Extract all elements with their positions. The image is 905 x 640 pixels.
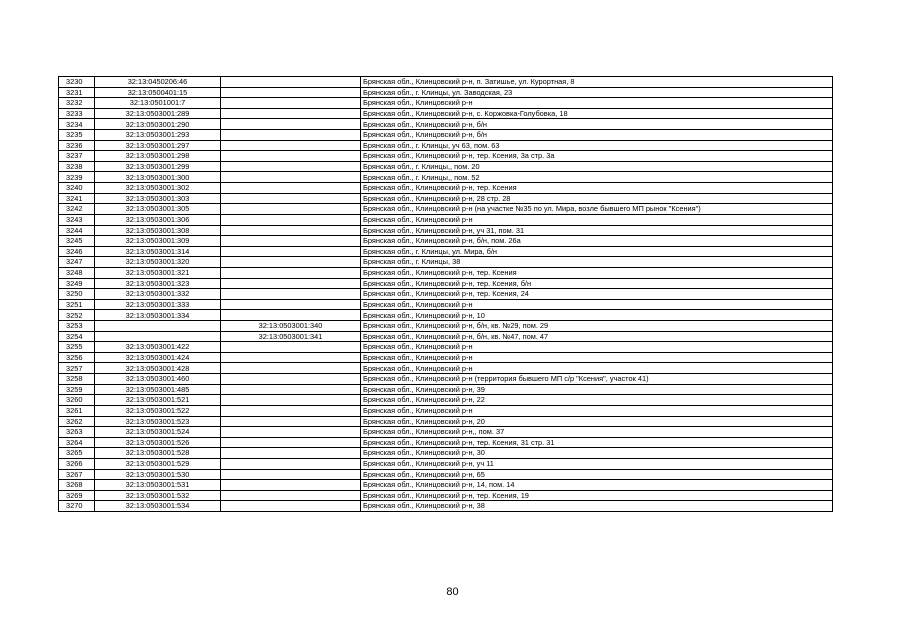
table-row bbox=[59, 108, 833, 119]
address-cell: Брянская обл., Клинцовский р-н bbox=[361, 299, 833, 310]
row-number-cell: 3241 bbox=[59, 193, 95, 204]
cadastral-number-cell: 32:13:0503001:298 bbox=[95, 151, 221, 162]
row-number-cell: 3267 bbox=[59, 469, 95, 480]
secondary-cadastral-number-cell bbox=[221, 161, 361, 172]
table-row bbox=[59, 321, 833, 332]
cadastral-number-cell: 32:13:0503001:299 bbox=[95, 161, 221, 172]
address-cell: Брянская обл., г. Клинцы, уч 63, пом. 63 bbox=[361, 140, 833, 151]
secondary-cadastral-number-cell bbox=[221, 98, 361, 109]
cadastral-number-cell: 32:13:0503001:531 bbox=[95, 480, 221, 491]
row-number-cell: 3233 bbox=[59, 108, 95, 119]
table-row bbox=[59, 172, 833, 183]
row-number-cell: 3243 bbox=[59, 214, 95, 225]
row-number-cell: 3257 bbox=[59, 363, 95, 374]
cadastral-number-cell: 32:13:0501001:7 bbox=[95, 98, 221, 109]
table-row bbox=[59, 469, 833, 480]
address-cell: Брянская обл., Клинцовский р-н, 22 bbox=[361, 395, 833, 406]
table-row bbox=[59, 480, 833, 491]
address-cell: Брянская обл., Клинцовский р-н, б/н bbox=[361, 130, 833, 141]
table-row bbox=[59, 183, 833, 194]
secondary-cadastral-number-cell bbox=[221, 119, 361, 130]
address-cell: Брянская обл., Клинцовский р-н, уч 31, пом. 31 bbox=[361, 225, 833, 236]
address-cell: Брянская обл., Клинцовский р-н bbox=[361, 342, 833, 353]
page-number: 80 bbox=[446, 586, 459, 598]
row-number-cell: 3238 bbox=[59, 161, 95, 172]
secondary-cadastral-number-cell bbox=[221, 278, 361, 289]
table-row bbox=[59, 384, 833, 395]
row-number-cell: 3253 bbox=[59, 321, 95, 332]
address-cell: Брянская обл., Клинцовский р-н, тер. Ксения, 31 стр. 31 bbox=[361, 437, 833, 448]
secondary-cadastral-number-cell bbox=[221, 395, 361, 406]
secondary-cadastral-number-cell bbox=[221, 214, 361, 225]
secondary-cadastral-number-cell bbox=[221, 236, 361, 247]
secondary-cadastral-number-cell: 32:13:0503001:341 bbox=[221, 331, 361, 342]
row-number-cell: 3264 bbox=[59, 437, 95, 448]
address-cell: Брянская обл., Клинцовский р-н, тер. Ксения bbox=[361, 183, 833, 194]
row-number-cell: 3235 bbox=[59, 130, 95, 141]
row-number-cell: 3247 bbox=[59, 257, 95, 268]
row-number-cell: 3252 bbox=[59, 310, 95, 321]
table-row bbox=[59, 299, 833, 310]
row-number-cell: 3234 bbox=[59, 119, 95, 130]
cadastral-number-cell: 32:13:0503001:302 bbox=[95, 183, 221, 194]
cadastral-number-cell: 32:13:0503001:532 bbox=[95, 490, 221, 501]
row-number-cell: 3255 bbox=[59, 342, 95, 353]
cadastral-number-cell: 32:13:0503001:521 bbox=[95, 395, 221, 406]
secondary-cadastral-number-cell bbox=[221, 225, 361, 236]
row-number-cell: 3251 bbox=[59, 299, 95, 310]
address-cell: Брянская обл., Клинцовский р-н bbox=[361, 214, 833, 225]
table-row bbox=[59, 204, 833, 215]
row-number-cell: 3269 bbox=[59, 490, 95, 501]
cadastral-number-cell: 32:13:0503001:290 bbox=[95, 119, 221, 130]
address-cell: Брянская обл., Клинцовский р-н bbox=[361, 363, 833, 374]
cadastral-number-cell: 32:13:0503001:321 bbox=[95, 267, 221, 278]
table-row bbox=[59, 193, 833, 204]
cadastral-number-cell: 32:13:0503001:523 bbox=[95, 416, 221, 427]
secondary-cadastral-number-cell bbox=[221, 267, 361, 278]
row-number-cell: 3231 bbox=[59, 87, 95, 98]
table-body bbox=[59, 77, 833, 512]
secondary-cadastral-number-cell bbox=[221, 193, 361, 204]
address-cell: Брянская обл., Клинцовский р-н, 28 стр. 28 bbox=[361, 193, 833, 204]
table-row bbox=[59, 437, 833, 448]
table-row bbox=[59, 448, 833, 459]
cadastral-number-cell: 32:13:0503001:303 bbox=[95, 193, 221, 204]
address-cell: Брянская обл., Клинцовский р-н, тер. Ксения bbox=[361, 267, 833, 278]
secondary-cadastral-number-cell bbox=[221, 416, 361, 427]
cadastral-number-cell bbox=[95, 331, 221, 342]
cadastral-number-cell: 32:13:0503001:529 bbox=[95, 458, 221, 469]
cadastral-number-cell: 32:13:0503001:308 bbox=[95, 225, 221, 236]
row-number-cell: 3237 bbox=[59, 151, 95, 162]
cadastral-number-cell: 32:13:0503001:309 bbox=[95, 236, 221, 247]
cadastral-number-cell: 32:13:0503001:300 bbox=[95, 172, 221, 183]
secondary-cadastral-number-cell bbox=[221, 448, 361, 459]
address-cell: Брянская обл., г. Клинцы,, пом. 20 bbox=[361, 161, 833, 172]
cadastral-number-cell: 32:13:0503001:320 bbox=[95, 257, 221, 268]
cadastral-number-cell: 32:13:0450206:46 bbox=[95, 77, 221, 88]
address-cell: Брянская обл., Клинцовский р-н, 10 bbox=[361, 310, 833, 321]
cadastral-number-cell: 32:13:0503001:460 bbox=[95, 374, 221, 385]
cadastral-number-cell: 32:13:0503001:534 bbox=[95, 501, 221, 512]
address-cell: Брянская обл., Клинцовский р-н, б/н, кв. №47, пом. 47 bbox=[361, 331, 833, 342]
row-number-cell: 3256 bbox=[59, 352, 95, 363]
cadastral-number-cell: 32:13:0503001:522 bbox=[95, 405, 221, 416]
secondary-cadastral-number-cell bbox=[221, 289, 361, 300]
table-row bbox=[59, 458, 833, 469]
cadastral-number-cell: 32:13:0503001:305 bbox=[95, 204, 221, 215]
address-cell: Брянская обл., г. Клинцы, 38 bbox=[361, 257, 833, 268]
row-number-cell: 3259 bbox=[59, 384, 95, 395]
table-row bbox=[59, 140, 833, 151]
cadastral-number-cell: 32:13:0503001:297 bbox=[95, 140, 221, 151]
address-cell: Брянская обл., Клинцовский р-н, б/н, пом. 26а bbox=[361, 236, 833, 247]
cadastral-number-cell: 32:13:0503001:530 bbox=[95, 469, 221, 480]
secondary-cadastral-number-cell bbox=[221, 384, 361, 395]
address-cell: Брянская обл., Клинцовский р-н, с. Коржовка-Голубовка, 18 bbox=[361, 108, 833, 119]
table-row bbox=[59, 416, 833, 427]
row-number-cell: 3232 bbox=[59, 98, 95, 109]
cadastral-number-cell: 32:13:0503001:528 bbox=[95, 448, 221, 459]
table-row bbox=[59, 267, 833, 278]
row-number-cell: 3268 bbox=[59, 480, 95, 491]
cadastral-number-cell: 32:13:0500401:15 bbox=[95, 87, 221, 98]
secondary-cadastral-number-cell bbox=[221, 151, 361, 162]
table-row bbox=[59, 246, 833, 257]
table-row bbox=[59, 331, 833, 342]
secondary-cadastral-number-cell bbox=[221, 183, 361, 194]
secondary-cadastral-number-cell bbox=[221, 172, 361, 183]
cadastral-number-cell: 32:13:0503001:333 bbox=[95, 299, 221, 310]
secondary-cadastral-number-cell bbox=[221, 405, 361, 416]
address-cell: Брянская обл., Клинцовский р-н, 38 bbox=[361, 501, 833, 512]
address-cell: Брянская обл., Клинцовский р-н (на участке №35 по ул. Мира, возле бывшего МП рынок "Ксения") bbox=[361, 204, 833, 215]
cadastral-number-cell: 32:13:0503001:293 bbox=[95, 130, 221, 141]
secondary-cadastral-number-cell bbox=[221, 342, 361, 353]
address-cell: Брянская обл., Клинцовский р-н bbox=[361, 405, 833, 416]
table-row bbox=[59, 427, 833, 438]
secondary-cadastral-number-cell bbox=[221, 374, 361, 385]
row-number-cell: 3240 bbox=[59, 183, 95, 194]
address-cell: Брянская обл., г. Клинцы,, пом. 52 bbox=[361, 172, 833, 183]
table-row bbox=[59, 310, 833, 321]
cadastral-number-cell: 32:13:0503001:314 bbox=[95, 246, 221, 257]
row-number-cell: 3236 bbox=[59, 140, 95, 151]
row-number-cell: 3265 bbox=[59, 448, 95, 459]
cadastral-number-cell bbox=[95, 321, 221, 332]
cadastral-number-cell: 32:13:0503001:289 bbox=[95, 108, 221, 119]
row-number-cell: 3258 bbox=[59, 374, 95, 385]
address-cell: Брянская обл., Клинцовский р-н, п. Затишье, ул. Курортная, 8 bbox=[361, 77, 833, 88]
table-row bbox=[59, 87, 833, 98]
secondary-cadastral-number-cell bbox=[221, 310, 361, 321]
secondary-cadastral-number-cell bbox=[221, 140, 361, 151]
table-row bbox=[59, 98, 833, 109]
cadastral-number-cell: 32:13:0503001:422 bbox=[95, 342, 221, 353]
row-number-cell: 3244 bbox=[59, 225, 95, 236]
cadastral-number-cell: 32:13:0503001:323 bbox=[95, 278, 221, 289]
address-cell: Брянская обл., Клинцовский р-н, 30 bbox=[361, 448, 833, 459]
table-row bbox=[59, 395, 833, 406]
secondary-cadastral-number-cell bbox=[221, 490, 361, 501]
registry-table bbox=[58, 76, 833, 512]
address-cell: Брянская обл., Клинцовский р-н, 14, пом. 14 bbox=[361, 480, 833, 491]
address-cell: Брянская обл., Клинцовский р-н, тер. Ксения, 19 bbox=[361, 490, 833, 501]
secondary-cadastral-number-cell bbox=[221, 363, 361, 374]
cadastral-number-cell: 32:13:0503001:526 bbox=[95, 437, 221, 448]
secondary-cadastral-number-cell bbox=[221, 246, 361, 257]
row-number-cell: 3266 bbox=[59, 458, 95, 469]
address-cell: Брянская обл., Клинцовский р-н, 65 bbox=[361, 469, 833, 480]
row-number-cell: 3248 bbox=[59, 267, 95, 278]
row-number-cell: 3260 bbox=[59, 395, 95, 406]
secondary-cadastral-number-cell bbox=[221, 352, 361, 363]
address-cell: Брянская обл., Клинцовский р-н bbox=[361, 98, 833, 109]
cadastral-number-cell: 32:13:0503001:485 bbox=[95, 384, 221, 395]
row-number-cell: 3250 bbox=[59, 289, 95, 300]
table-row bbox=[59, 119, 833, 130]
cadastral-number-cell: 32:13:0503001:424 bbox=[95, 352, 221, 363]
address-cell: Брянская обл., г. Клинцы, ул. Заводская, 23 bbox=[361, 87, 833, 98]
table-row bbox=[59, 161, 833, 172]
secondary-cadastral-number-cell bbox=[221, 299, 361, 310]
table-row bbox=[59, 225, 833, 236]
table-row bbox=[59, 257, 833, 268]
table-row bbox=[59, 490, 833, 501]
row-number-cell: 3246 bbox=[59, 246, 95, 257]
table-row bbox=[59, 405, 833, 416]
cadastral-number-cell: 32:13:0503001:334 bbox=[95, 310, 221, 321]
secondary-cadastral-number-cell bbox=[221, 257, 361, 268]
address-cell: Брянская обл., Клинцовский р-н, 20 bbox=[361, 416, 833, 427]
table-row bbox=[59, 342, 833, 353]
address-cell: Брянская обл., Клинцовский р-н, тер. Ксения, 3а стр. 3а bbox=[361, 151, 833, 162]
table-row bbox=[59, 278, 833, 289]
table-row bbox=[59, 374, 833, 385]
secondary-cadastral-number-cell bbox=[221, 130, 361, 141]
row-number-cell: 3239 bbox=[59, 172, 95, 183]
address-cell: Брянская обл., Клинцовский р-н, тер. Ксения, 24 bbox=[361, 289, 833, 300]
address-cell: Брянская обл., Клинцовский р-н, б/н bbox=[361, 119, 833, 130]
address-cell: Брянская обл., Клинцовский р-н, тер. Ксения, б/н bbox=[361, 278, 833, 289]
secondary-cadastral-number-cell bbox=[221, 77, 361, 88]
secondary-cadastral-number-cell bbox=[221, 427, 361, 438]
address-cell: Брянская обл., Клинцовский р-н, 39 bbox=[361, 384, 833, 395]
row-number-cell: 3262 bbox=[59, 416, 95, 427]
row-number-cell: 3263 bbox=[59, 427, 95, 438]
row-number-cell: 3254 bbox=[59, 331, 95, 342]
row-number-cell: 3242 bbox=[59, 204, 95, 215]
row-number-cell: 3261 bbox=[59, 405, 95, 416]
table-row bbox=[59, 352, 833, 363]
secondary-cadastral-number-cell bbox=[221, 501, 361, 512]
address-cell: Брянская обл., г. Клинцы, ул. Мира, б/н bbox=[361, 246, 833, 257]
secondary-cadastral-number-cell bbox=[221, 458, 361, 469]
row-number-cell: 3230 bbox=[59, 77, 95, 88]
table-row bbox=[59, 130, 833, 141]
row-number-cell: 3245 bbox=[59, 236, 95, 247]
cadastral-number-cell: 32:13:0503001:306 bbox=[95, 214, 221, 225]
address-cell: Брянская обл., Клинцовский р-н bbox=[361, 352, 833, 363]
secondary-cadastral-number-cell: 32:13:0503001:340 bbox=[221, 321, 361, 332]
address-cell: Брянская обл., Клинцовский р-н, б/н, кв. №29, пом. 29 bbox=[361, 321, 833, 332]
cadastral-number-cell: 32:13:0503001:332 bbox=[95, 289, 221, 300]
address-cell: Брянская обл., Клинцовский р-н,, пом. 37 bbox=[361, 427, 833, 438]
cadastral-number-cell: 32:13:0503001:524 bbox=[95, 427, 221, 438]
secondary-cadastral-number-cell bbox=[221, 204, 361, 215]
secondary-cadastral-number-cell bbox=[221, 480, 361, 491]
address-cell: Брянская обл., Клинцовский р-н (территория бывшего МП с/р "Ксения", участок 41) bbox=[361, 374, 833, 385]
table-row bbox=[59, 363, 833, 374]
secondary-cadastral-number-cell bbox=[221, 437, 361, 448]
secondary-cadastral-number-cell bbox=[221, 469, 361, 480]
address-cell: Брянская обл., Клинцовский р-н, уч 11 bbox=[361, 458, 833, 469]
row-number-cell: 3249 bbox=[59, 278, 95, 289]
table-row bbox=[59, 236, 833, 247]
secondary-cadastral-number-cell bbox=[221, 108, 361, 119]
table-row bbox=[59, 151, 833, 162]
table-row bbox=[59, 289, 833, 300]
secondary-cadastral-number-cell bbox=[221, 87, 361, 98]
table-row bbox=[59, 77, 833, 88]
cadastral-number-cell: 32:13:0503001:428 bbox=[95, 363, 221, 374]
table-row bbox=[59, 501, 833, 512]
table-row bbox=[59, 214, 833, 225]
row-number-cell: 3270 bbox=[59, 501, 95, 512]
